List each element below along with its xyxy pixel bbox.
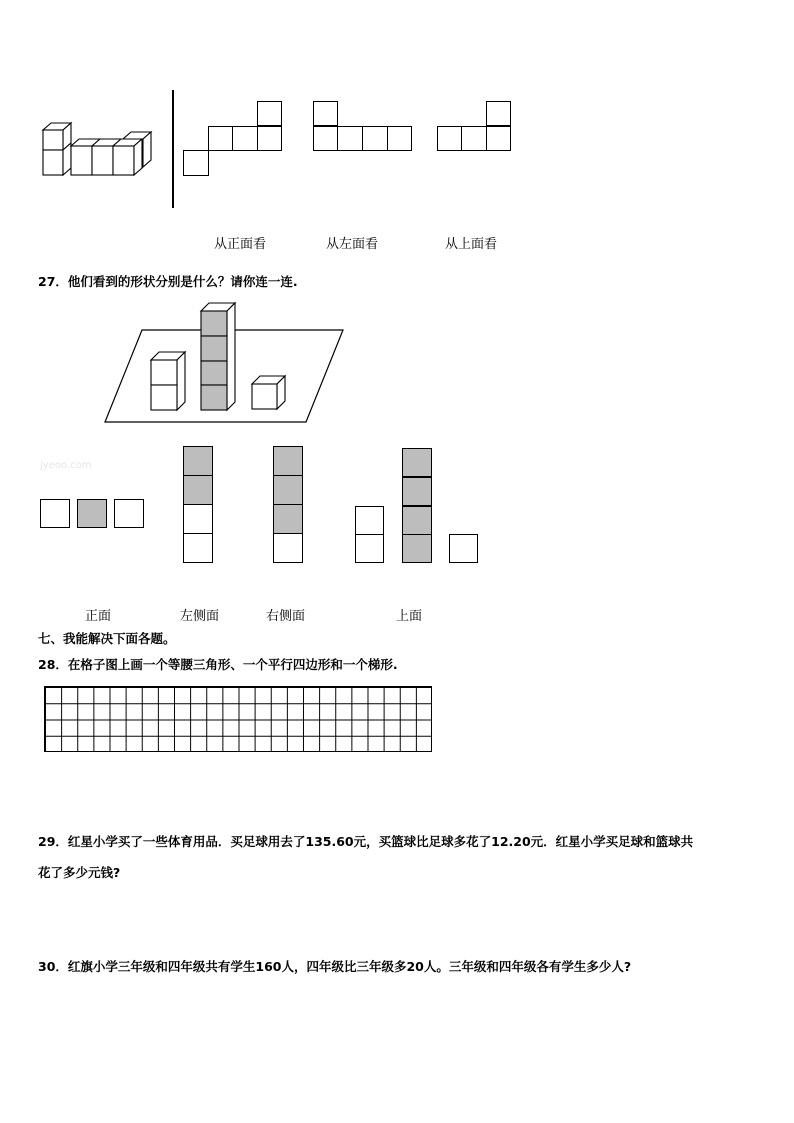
q27-title: 27．他们看到的形状分别是什么？请你连一连.: [38, 274, 298, 289]
q26-label-front: 从正面看: [214, 237, 267, 252]
q27-label-left-side: 左侧面: [180, 609, 220, 624]
q29-line2: 花了多少元钱?: [38, 865, 121, 880]
q30-text: 30．红旗小学三年级和四年级共有学生160人，四年级比三年级多20人。三年级和四年级各有学生多少人?: [38, 959, 632, 974]
section-7-title: 七、我能解决下面各题。: [38, 631, 176, 646]
q26-divider: [172, 90, 174, 208]
q27-scene: [100, 300, 350, 430]
q29-line1: 29．红星小学买了一些体育用品．买足球用去了135.60元，买篮球比足球多花了12.20元．红星小学买足球和篮球共: [38, 834, 694, 849]
watermark: jyeoo.com: [40, 460, 92, 471]
q26-label-top: 从上面看: [445, 237, 498, 252]
q26-label-left: 从左面看: [326, 237, 379, 252]
q27-label-right-side: 右侧面: [266, 609, 306, 624]
q27-label-top: 上面: [396, 609, 423, 624]
q27-label-front: 正面: [85, 609, 112, 624]
q26-cube-figure: [38, 120, 158, 180]
q28-text: 28．在格子图上画一个等腰三角形、一个平行四边形和一个梯形.: [38, 657, 398, 672]
q28-grid[interactable]: [44, 686, 432, 752]
